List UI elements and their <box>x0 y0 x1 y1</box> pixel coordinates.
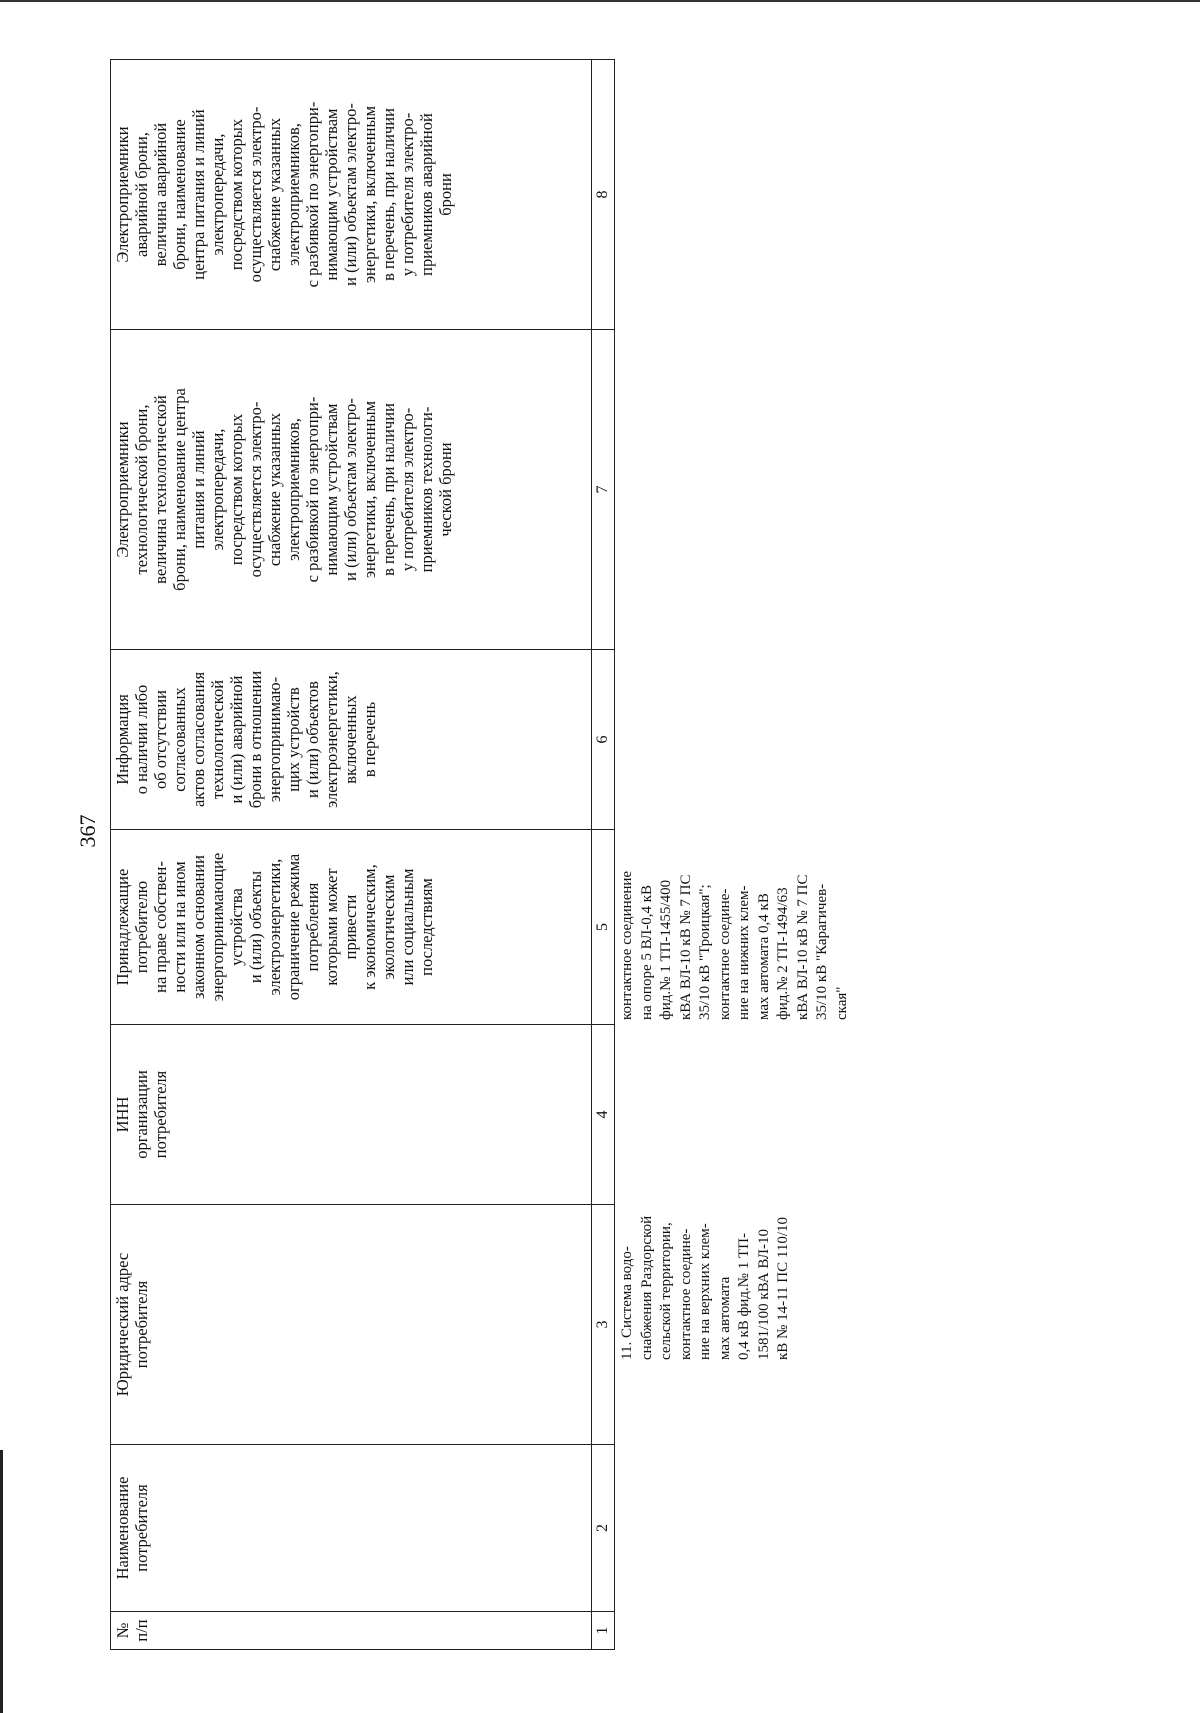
column-number-row <box>592 60 615 1650</box>
header-cell-address: Юридический адрес потребителя <box>111 1205 592 1445</box>
header-cell-devices: Принадлежащие потребителю на праве собствен- ности или на ином законном основании энергопринимающие устройства и (или) объекты электроэнергетики, ограничение режима потребления которыми может привести к экономическим, экологическим или социальным последствиям <box>111 830 592 1025</box>
continuation-entry-a: контактное соединение на опоре 5 ВЛ-0,4 кВ фид.№ 1 ТП-1455/400 кВА ВЛ-10 кВ № 7 ПС 35/10 кВ "Троицкая"; контактное соедине- ние на нижних клем- мах автомата 0,4 кВ фид.№ 2 ТП-1494/63 кВА ВЛ-10 кВ № 7 ПС 35/10 кВ "Карагичев- ская" <box>619 870 850 1020</box>
header-cell-name: Наименование потребителя <box>111 1445 592 1612</box>
header-cell-acts: Информация о наличии либо об отсутствии согласованных актов согласования технологической и (или) аварийной брони в отношении энергопринимаю- щих устройств и (или) объектов электроэнергетики, включенных в перечень <box>111 650 592 830</box>
header-row <box>111 60 592 1650</box>
page-top-edge <box>0 0 1200 2</box>
column-number: 4 <box>592 1025 615 1205</box>
column-number: 6 <box>592 650 615 830</box>
page-left-edge <box>0 1450 3 1713</box>
continuation-entry-b: 11. Система водо- снабжения Раздорской сельской территории, контактное соедине- ние на верхних клем- мах автомата 0,4 кВ фид.№ 1 ТП- 1581/100 кВА ВЛ-10 кВ № 14-11 ПС 110/10 <box>619 1215 791 1360</box>
column-number: 1 <box>592 1612 615 1650</box>
rotated-sheet <box>110 60 1110 1650</box>
column-number: 7 <box>592 330 615 650</box>
header-cell-emergency-reserve: Электроприемники аварийной брони, величина аварийной брони, наименование центра питания и линий электропередачи, посредством которых осуществляется электро- снабжение указанных электроприемников, с разбивкой по энергопри- нимающим устройствам и (или) объектам электро- энергетики, включенным в перечень, при наличии у потребителя электро- приемников аварийной брони <box>111 60 592 330</box>
header-cell-num: № п/п <box>111 1612 592 1650</box>
page-number: 367 <box>75 814 100 848</box>
column-number: 8 <box>592 60 615 330</box>
column-number: 5 <box>592 830 615 1025</box>
consumer-table <box>110 59 615 1650</box>
header-cell-inn: ИНН организации потребителя <box>111 1025 592 1205</box>
header-cell-tech-reserve: Электроприемники технологической брони, величина технологической брони, наименование центра питания и линий электропередачи, посредством которых осуществляется электро- снабжение указанных электроприемников, с разбивкой по энергопри- нимающим устройствам и (или) объектам электро- энергетики, включенным в перечень, при наличии у потребителя электро- приемников технологи- ческой брони <box>111 330 592 650</box>
column-number: 2 <box>592 1445 615 1612</box>
column-number: 3 <box>592 1205 615 1445</box>
